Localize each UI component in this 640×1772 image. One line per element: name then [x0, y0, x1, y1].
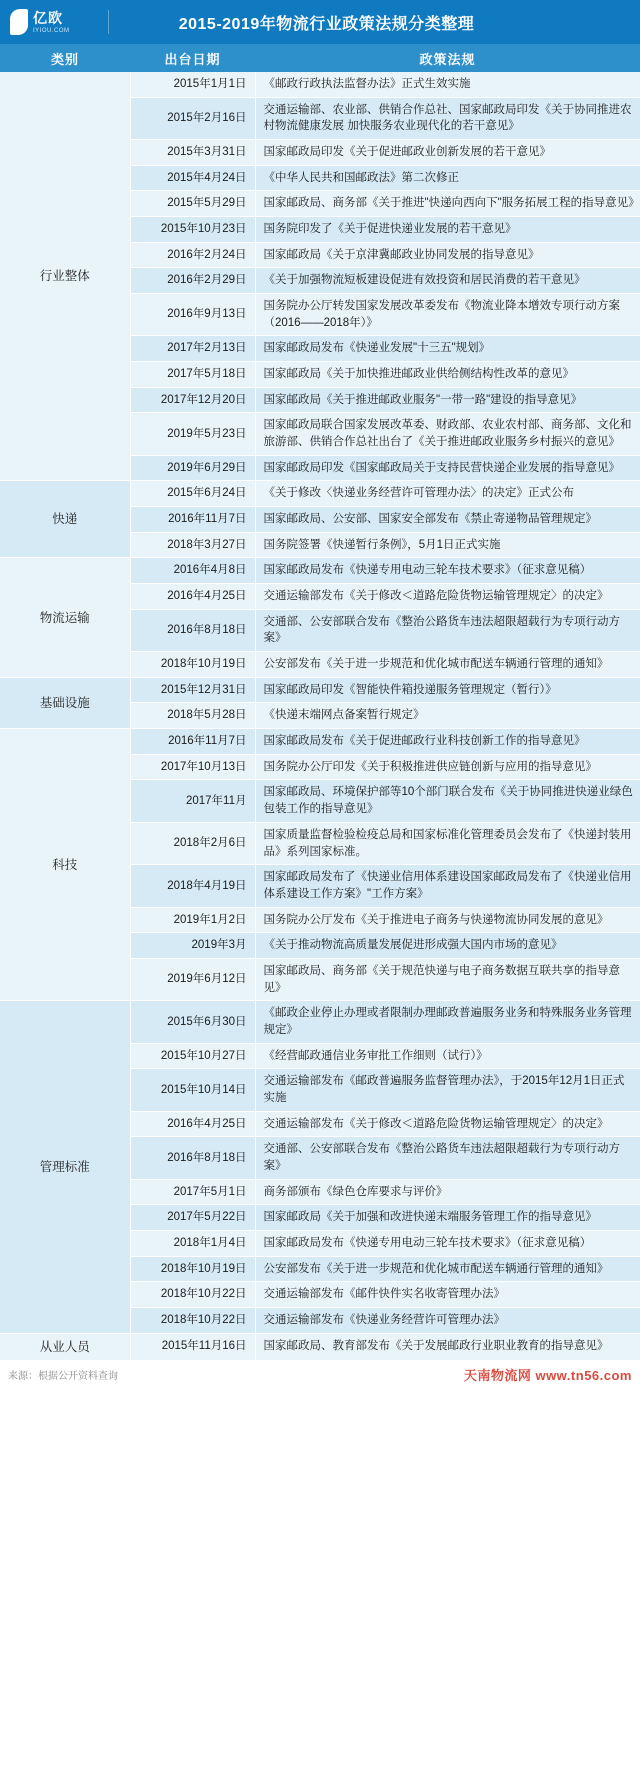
category-cell: 快递 [0, 481, 130, 558]
date-cell: 2018年4月19日 [130, 865, 255, 907]
policy-cell: 《快递末端网点备案暂行规定》 [255, 703, 640, 729]
date-cell: 2017年11月 [130, 780, 255, 822]
date-cell: 2016年4月25日 [130, 584, 255, 610]
category-cell: 科技 [0, 729, 130, 1001]
policy-cell: 国家质量监督检验检疫总局和国家标准化管理委员会发布了《快递封装用品》系列国家标准。 [255, 822, 640, 864]
category-cell: 行业整体 [0, 72, 130, 481]
policy-cell: 国务院签署《快递暂行条例》，5月1日正式实施 [255, 532, 640, 558]
date-cell: 2017年2月13日 [130, 336, 255, 362]
policy-cell: 交通运输部发布《关于修改＜道路危险货物运输管理规定〉的决定》 [255, 1111, 640, 1137]
policy-cell: 《经营邮政通信业务审批工作细则（试行）》 [255, 1043, 640, 1069]
policy-cell: 国家邮政局《关于加快推进邮政业供给侧结构性改革的意见》 [255, 362, 640, 388]
page-footer [0, 1361, 640, 1389]
date-cell: 2019年1月2日 [130, 907, 255, 933]
date-cell: 2015年2月16日 [130, 97, 255, 139]
brand-logo [10, 9, 106, 35]
policy-cell: 交通部、公安部联合发布《整治公路货车违法超限超载行为专项行动方案》 [255, 609, 640, 651]
date-cell: 2019年5月23日 [130, 413, 255, 455]
table-row [0, 729, 640, 755]
table-row [0, 558, 640, 584]
column-header-category: 类别 [0, 44, 130, 72]
date-cell: 2017年5月18日 [130, 362, 255, 388]
date-cell: 2016年2月29日 [130, 268, 255, 294]
header-divider [108, 10, 109, 34]
policy-cell: 交通运输部发布《邮件快件实名收寄管理办法》 [255, 1282, 640, 1308]
category-cell: 管理标准 [0, 1001, 130, 1333]
date-cell: 2015年5月29日 [130, 191, 255, 217]
date-cell: 2018年3月27日 [130, 532, 255, 558]
date-cell: 2018年2月6日 [130, 822, 255, 864]
date-cell: 2017年10月13日 [130, 754, 255, 780]
date-cell: 2019年3月 [130, 933, 255, 959]
category-cell: 基础设施 [0, 677, 130, 728]
table-row [0, 1001, 640, 1043]
category-cell: 物流运输 [0, 558, 130, 677]
policy-cell: 国家邮政局、商务部《关于推进"快递向西向下"服务拓展工程的指导意见》 [255, 191, 640, 217]
brand-name-en: IYIOU.COM [33, 27, 70, 34]
page-header [0, 0, 640, 44]
policy-cell: 国家邮政局、公安部、国家安全部发布《禁止寄递物品管理规定》 [255, 507, 640, 533]
leaf-logo-icon [10, 9, 28, 35]
column-header-policy: 政策法规 [255, 44, 640, 72]
date-cell: 2015年3月31日 [130, 140, 255, 166]
policy-cell: 国务院办公厅转发国家发展改革委发布《物流业降本增效专项行动方案（2016——2018年）》 [255, 294, 640, 336]
policy-cell: 国家邮政局印发《智能快件箱投递服务管理规定（暂行）》 [255, 677, 640, 703]
policy-cell: 国家邮政局印发《国家邮政局关于支持民营快递企业发展的指导意见》 [255, 455, 640, 481]
table-row [0, 677, 640, 703]
policy-cell: 《关于推动物流高质量发展促进形成强大国内市场的意见》 [255, 933, 640, 959]
category-cell: 从业人员 [0, 1333, 130, 1360]
date-cell: 2015年10月23日 [130, 217, 255, 243]
policy-cell: 国家邮政局印发《关于促进邮政业创新发展的若干意见》 [255, 140, 640, 166]
column-header-date: 出台日期 [130, 44, 255, 72]
table-row [0, 72, 640, 97]
table-body [0, 72, 640, 1360]
policy-cell: 《中华人民共和国邮政法》第二次修正 [255, 165, 640, 191]
policy-cell: 国务院办公厅印发《关于积极推进供应链创新与应用的指导意见》 [255, 754, 640, 780]
policy-cell: 国家邮政局联合国家发展改革委、财政部、农业农村部、商务部、文化和旅游部、供销合作总社出台了《关于推进邮政业服务乡村振兴的意见》 [255, 413, 640, 455]
policy-cell: 交通运输部发布《邮政普遍服务监督管理办法》，于2015年12月1日正式实施 [255, 1069, 640, 1111]
policy-cell: 《邮政行政执法监督办法》正式生效实施 [255, 72, 640, 97]
policy-cell: 国家邮政局发布《关于促进邮政行业科技创新工作的指导意见》 [255, 729, 640, 755]
date-cell: 2018年10月19日 [130, 1256, 255, 1282]
policy-table [0, 44, 640, 1361]
date-cell: 2015年1月1日 [130, 72, 255, 97]
policy-cell: 商务部颁布《绿色仓库要求与评价》 [255, 1179, 640, 1205]
date-cell: 2018年1月4日 [130, 1230, 255, 1256]
date-cell: 2018年10月22日 [130, 1282, 255, 1308]
policy-cell: 交通运输部、农业部、供销合作总社、国家邮政局印发《关于协同推进农村物流健康发展 加快服务农业现代化的若干意见》 [255, 97, 640, 139]
policy-cell: 国家邮政局《关于推进邮政业服务"一带一路"建设的指导意见》 [255, 387, 640, 413]
policy-cell: 国家邮政局发布《快递业发展"十三五"规划》 [255, 336, 640, 362]
date-cell: 2016年8月18日 [130, 1137, 255, 1179]
policy-cell: 国家邮政局、环境保护部等10个部门联合发布《关于协同推进快递业绿色包装工作的指导意见》 [255, 780, 640, 822]
policy-cell: 国家邮政局发布了《快递业信用体系建设国家邮政局发布了《快递业信用体系建设工作方案》"工作方案》 [255, 865, 640, 907]
date-cell: 2016年11月7日 [130, 507, 255, 533]
date-cell: 2015年4月24日 [130, 165, 255, 191]
policy-cell: 《邮政企业停止办理或者限制办理邮政普遍服务业务和特殊服务业务管理规定》 [255, 1001, 640, 1043]
policy-cell: 交通部、公安部联合发布《整治公路货车违法超限超载行为专项行动方案》 [255, 1137, 640, 1179]
date-cell: 2016年4月8日 [130, 558, 255, 584]
brand-text [33, 11, 70, 34]
date-cell: 2016年2月24日 [130, 242, 255, 268]
watermark: 天南物流网 www.tn56.com [463, 1368, 632, 1384]
date-cell: 2017年5月22日 [130, 1205, 255, 1231]
date-cell: 2015年6月30日 [130, 1001, 255, 1043]
date-cell: 2015年6月24日 [130, 481, 255, 507]
date-cell: 2018年5月28日 [130, 703, 255, 729]
date-cell: 2018年10月19日 [130, 652, 255, 678]
date-cell: 2016年4月25日 [130, 1111, 255, 1137]
policy-cell: 国家邮政局、教育部发布《关于发展邮政行业职业教育的指导意见》 [255, 1333, 640, 1360]
policy-cell: 国务院办公厅发布《关于推进电子商务与快递物流协同发展的意见》 [255, 907, 640, 933]
date-cell: 2016年9月13日 [130, 294, 255, 336]
policy-cell: 公安部发布《关于进一步规范和优化城市配送车辆通行管理的通知》 [255, 1256, 640, 1282]
date-cell: 2019年6月29日 [130, 455, 255, 481]
date-cell: 2017年12月20日 [130, 387, 255, 413]
date-cell: 2019年6月12日 [130, 958, 255, 1000]
page-title: 2015-2019年物流行业政策法规分类整理 [178, 15, 475, 33]
policy-cell: 交通运输部发布《关于修改＜道路危险货物运输管理规定〉的决定》 [255, 584, 640, 610]
table-row [0, 1333, 640, 1360]
table-row [0, 481, 640, 507]
date-cell: 2018年10月22日 [130, 1307, 255, 1333]
policy-cell: 《关于加强物流短板建设促进有效投资和居民消费的若干意见》 [255, 268, 640, 294]
policy-cell: 国家邮政局发布《快递专用电动三轮车技术要求》（征求意见稿） [255, 1230, 640, 1256]
policy-cell: 国家邮政局《关于加强和改进快递末端服务管理工作的指导意见》 [255, 1205, 640, 1231]
policy-cell: 公安部发布《关于进一步规范和优化城市配送车辆通行管理的通知》 [255, 652, 640, 678]
table-header-row [0, 44, 640, 72]
source-note: 来源：根据公开资料查询 [8, 1371, 118, 1383]
policy-cell: 国家邮政局《关于京津冀邮政业协同发展的指导意见》 [255, 242, 640, 268]
policy-cell: 国务院印发了《关于促进快递业发展的若干意见》 [255, 217, 640, 243]
date-cell: 2015年10月14日 [130, 1069, 255, 1111]
date-cell: 2015年11月16日 [130, 1333, 255, 1360]
date-cell: 2016年11月7日 [130, 729, 255, 755]
date-cell: 2015年12月31日 [130, 677, 255, 703]
date-cell: 2015年10月27日 [130, 1043, 255, 1069]
policy-cell: 交通运输部发布《快递业务经营许可管理办法》 [255, 1307, 640, 1333]
policy-cell: 国家邮政局、商务部《关于规范快递与电子商务数据互联共享的指导意见》 [255, 958, 640, 1000]
table-head [0, 44, 640, 72]
date-cell: 2016年8月18日 [130, 609, 255, 651]
date-cell: 2017年5月1日 [130, 1179, 255, 1205]
policy-cell: 《关于修改〈快递业务经营许可管理办法〉的决定》正式公布 [255, 481, 640, 507]
policy-cell: 国家邮政局发布《快递专用电动三轮车技术要求》（征求意见稿） [255, 558, 640, 584]
brand-name-cn: 亿欧 [33, 9, 63, 26]
